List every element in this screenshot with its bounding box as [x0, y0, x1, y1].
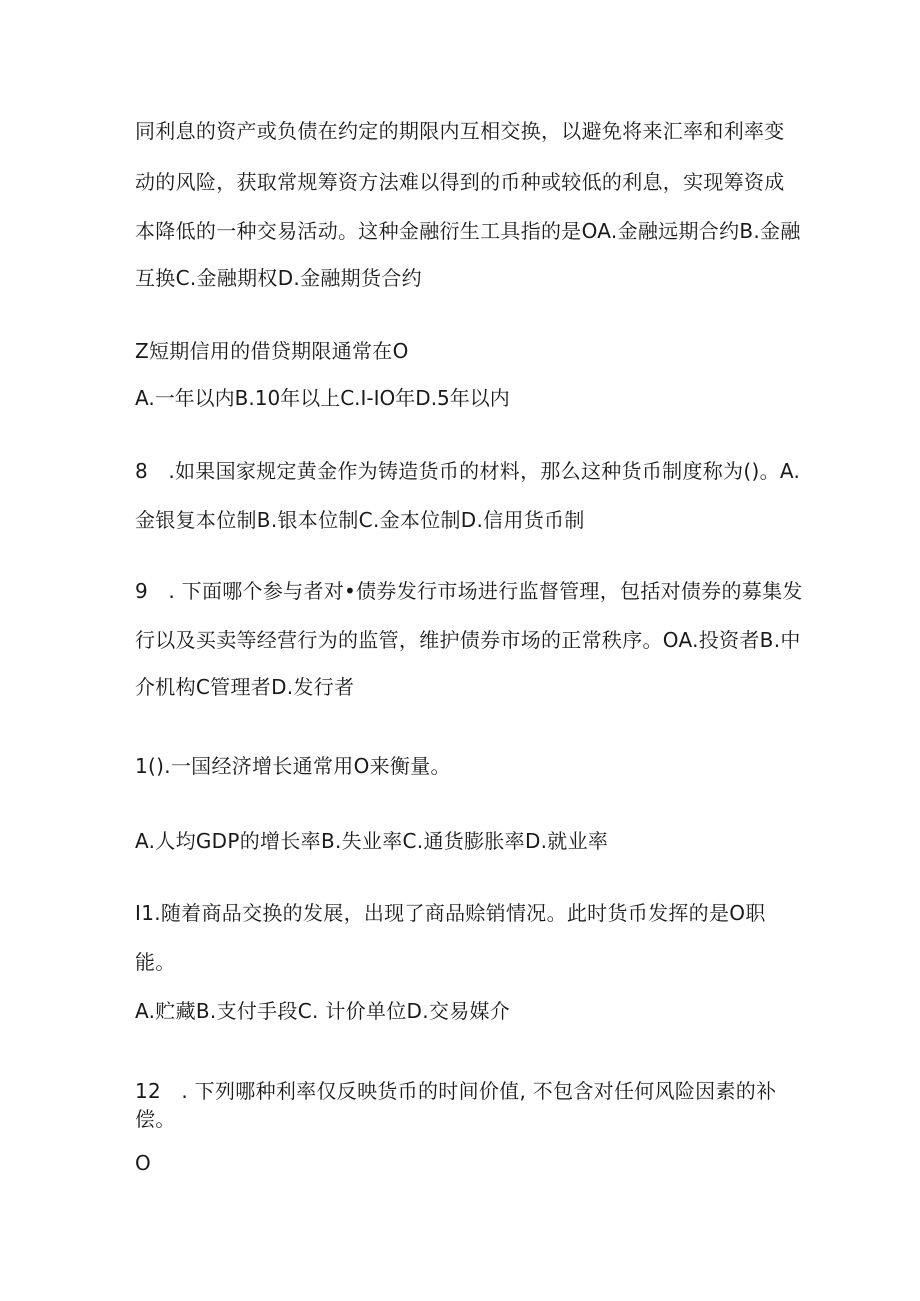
text-line: 能。: [135, 950, 176, 974]
question-7-options: A.一年以内B.10年以上C.I-IO年D.5年以内: [135, 386, 510, 410]
text-line: 偿。: [135, 1107, 176, 1131]
question-12-stem: 12 . 下列哪种利率仅反映货币的时间价值, 不包含对任何风险因素的补: [135, 1079, 777, 1103]
question-7-stem: Z短期信用的借贷期限通常在O: [135, 339, 409, 363]
question-11-stem: I1.随着商品交换的发展，出现了商品赊销情况。此时货币发挥的是O职: [135, 901, 766, 925]
text-line: 动的风险，获取常规筹资方法难以得到的币种或较低的利息，实现筹资成: [135, 170, 785, 194]
text-line: 行以及买卖等经营行为的监管，维护债券市场的正常秩序。OA.投资者B.中: [135, 628, 801, 652]
text-line: 互换C.金融期权D.金融期货合约: [135, 266, 422, 290]
text-line: 同利息的资产或负债在约定的期限内互相交换，以避免将来汇率和利率变: [135, 119, 785, 143]
question-8-stem: 8 .如果国家规定黄金作为铸造货币的材料，那么这种货币制度称为()。A.: [135, 459, 801, 483]
text-line: 本降低的一种交易活动。这种金融衍生工具指的是OA.金融远期合约B.金融: [135, 219, 801, 243]
question-10-stem: 1().一国经济增长通常用O来衡量。: [135, 754, 451, 778]
question-11-options: A.贮藏B.支付手段C. 计价单位D.交易媒介: [135, 999, 511, 1023]
question-9-stem: 9 . 下面哪个参与者对•债券发行市场进行监督管理，包括对债券的募集发: [135, 579, 803, 603]
question-8-options: 金银复本位制B.银本位制C.金本位制D.信用货币制: [135, 508, 585, 532]
answer-placeholder: O: [135, 1151, 152, 1175]
question-10-options: A.人均GDP的增长率B.失业率C.通货膨胀率D.就业率: [135, 829, 609, 853]
question-9-options: 介机构C管理者D.发行者: [135, 675, 355, 699]
